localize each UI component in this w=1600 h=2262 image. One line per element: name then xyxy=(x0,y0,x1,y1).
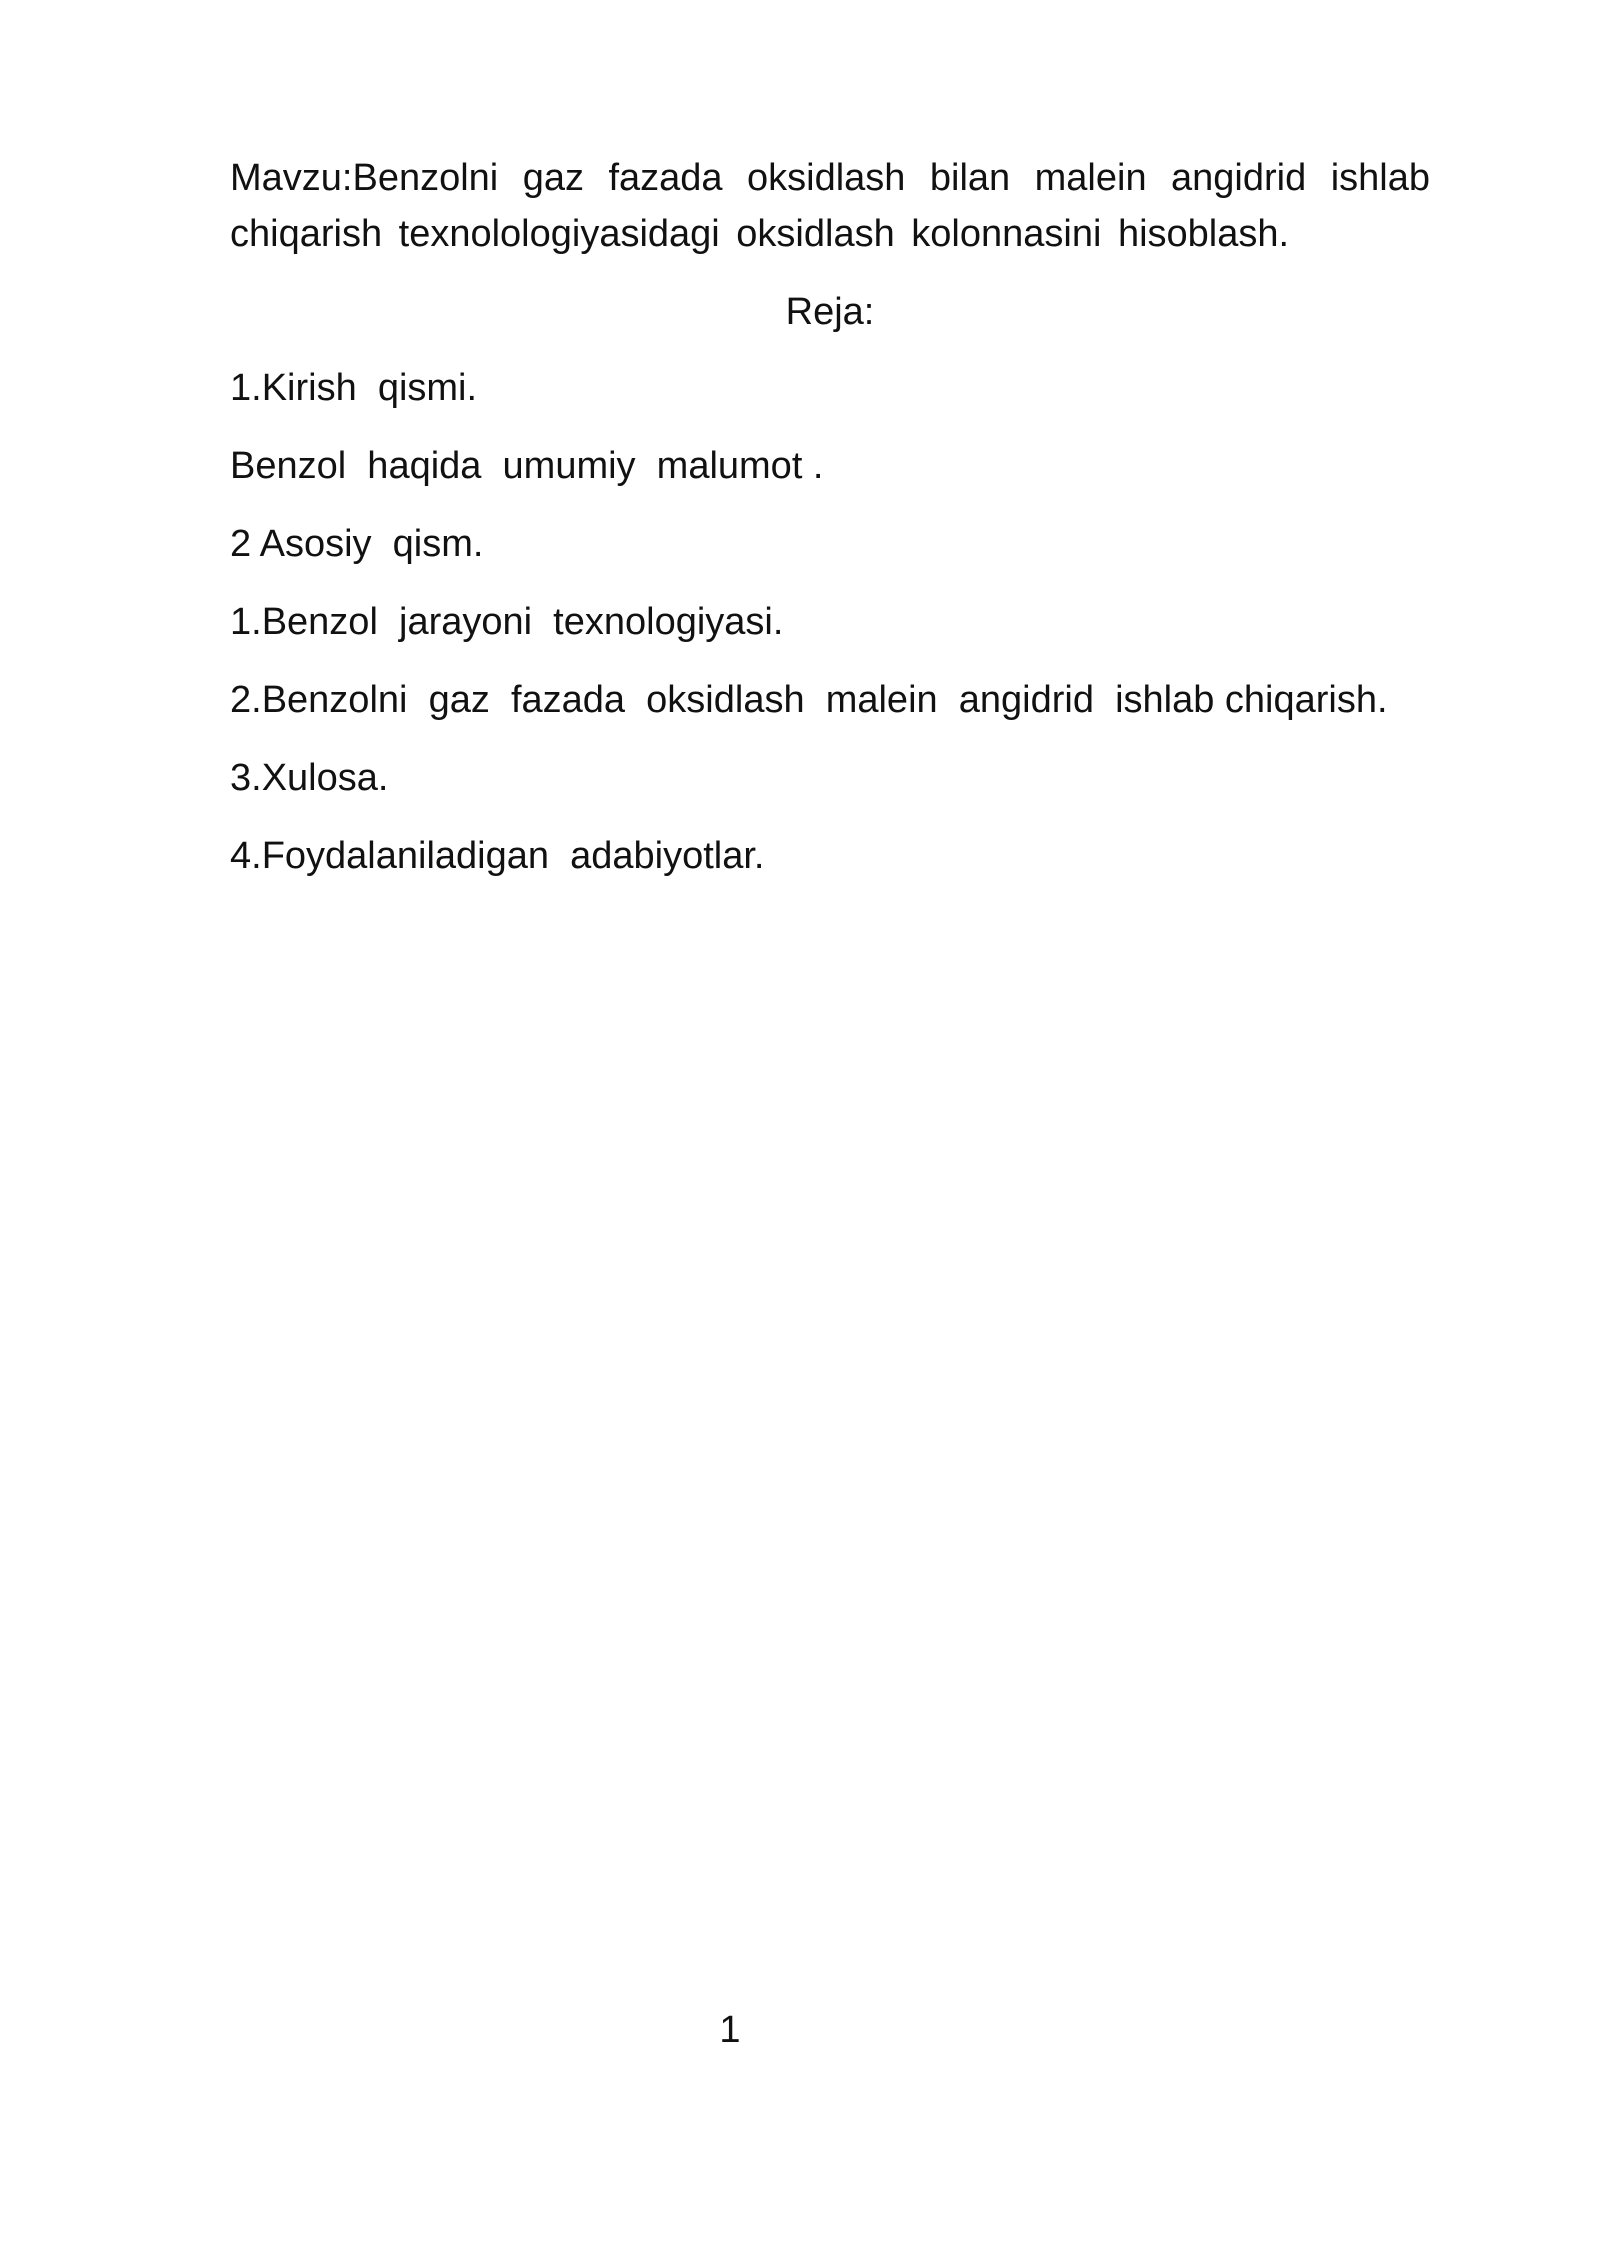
plan-item-oxidation-production: 2.Benzolni gaz fazada oksidlash malein angidrid ishlab chiqarish. xyxy=(230,679,1388,721)
page-content xyxy=(230,150,1430,906)
plan-heading: Reja: xyxy=(785,291,875,333)
plan-item-introduction: 1.Kirish qismi. xyxy=(230,367,478,409)
plan-item-benzene-overview: Benzol haqida umumiy malumot . xyxy=(230,445,824,487)
page-number: 1 xyxy=(719,2009,741,2051)
topic-paragraph: Mavzu:Benzolni gaz fazada oksidlash bilan malein angidrid ishlab chiqarish texnolologiyasidagi oksidlash kolonnasini hisoblash. xyxy=(230,157,1430,255)
plan-item-main-part: 2 Asosiy qism. xyxy=(230,523,484,565)
plan-item-references: 4.Foydalaniladigan adabiyotlar. xyxy=(230,835,765,877)
plan-item-conclusion: 3.Xulosa. xyxy=(230,757,389,799)
plan-item-benzene-process: 1.Benzol jarayoni texnologiyasi. xyxy=(230,601,784,643)
